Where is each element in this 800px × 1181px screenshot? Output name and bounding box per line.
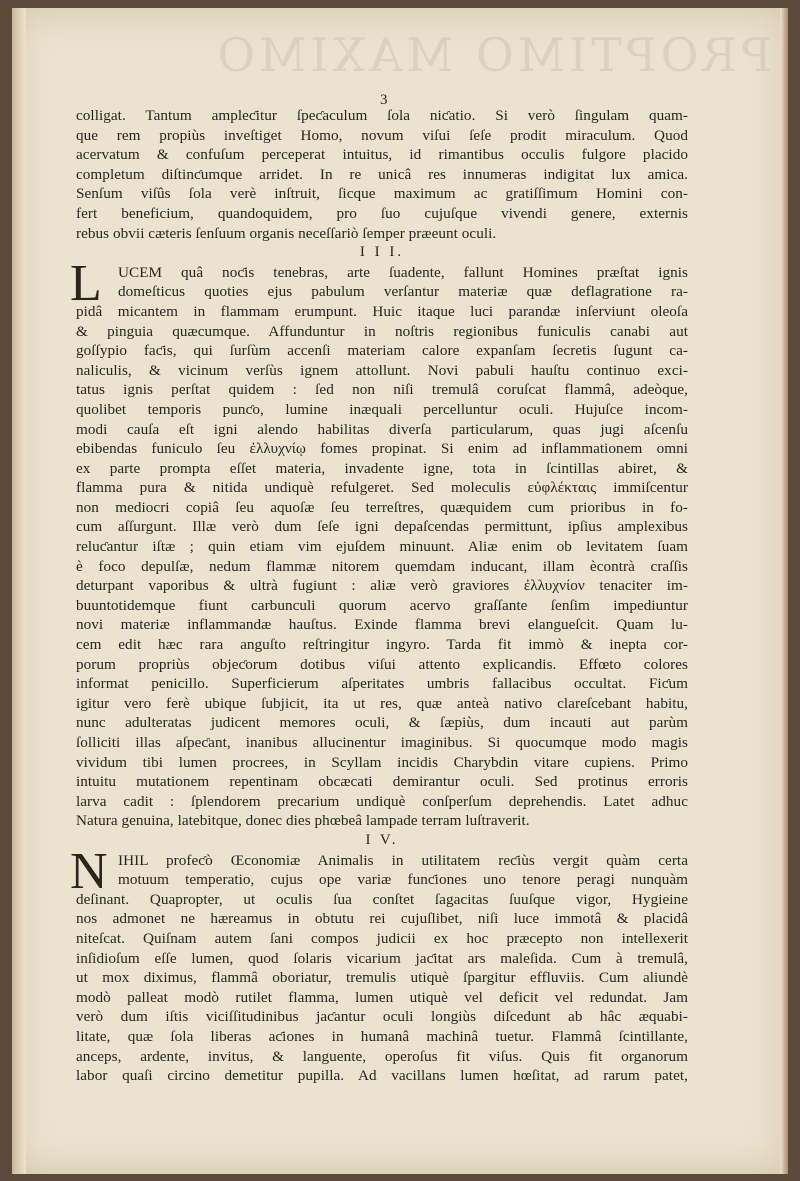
text-line: cum aſſurgunt. Illæ verò dum ſeſe igni depaſcendas permittunt, ipſius amplexibus bbox=[76, 518, 688, 536]
text-line: goſſypio faƈis, qui ſurſùm accenſi materiam calore expanſam ſecretis ſugunt ca- bbox=[76, 342, 688, 360]
text-line: inſidioſum eſſe lumen, quod ſolaris vicarium jaƈitat ars maleſida. Cum à tremulâ, bbox=[76, 949, 688, 967]
section-heading-3: I I I. bbox=[359, 244, 405, 261]
text-line: informat penicillo. Superficierum aſperitates umbris fallacibus occultat. Fiƈum bbox=[76, 675, 688, 693]
text-line: ſolliciti illas aſpeƈant, inanibus allucinentur imaginibus. Si quocumque modo magis bbox=[76, 734, 688, 751]
paragraph-continued bbox=[76, 106, 688, 243]
text-line: rebus obvii cæteris ſenſuum organis neceſſariò ſemper præeunt oculi. bbox=[76, 224, 497, 242]
text-line: completum diſtinƈumque arridet. In re unicâ res innumeras indigitat lux amica. bbox=[76, 165, 688, 183]
text-line: Natura genuina, latebitque, donec dies phœbeâ lampade terram luſtraverit. bbox=[76, 812, 530, 830]
text-line: cem edit hæc rara anguſto reſtringitur ingyro. Tarda fit immò & inepta cor- bbox=[76, 636, 688, 654]
text-line: ebibendas funiculo ſeu ἐλλυχνίῳ fomes propinat. Si enim ad inflammationem omni bbox=[76, 440, 688, 458]
text-line: & pinguia quæcumque. Affunduntur in noſtris regionibus funiculis canabi aut bbox=[76, 322, 688, 340]
book-page bbox=[12, 8, 788, 1174]
text-line: IHIL profeƈò Œconomiæ Animalis in utilitatem reƈiùs vergit quàm certa bbox=[118, 851, 688, 869]
text-line: porum propriùs objeƈorum dotibus viſui attento explicandis. Effœto colores bbox=[76, 655, 688, 673]
text-line: que rem propiùs inveſtiget Homo, novum viſui ſeſe prodit miraculum. Quod bbox=[76, 126, 688, 144]
text-line: verò dum iſtis viciſſitudinibus jaƈantur oculi longiùs diſcedunt ab hâc æquabi- bbox=[76, 1008, 688, 1026]
text-line: larva cadit : ſplendorem precarium undiquè conſperſum deprehendis. Latet adhuc bbox=[76, 792, 688, 810]
text-line: vividum tibi lumen procrees, in Scyllam incidis Charybdin vitare cupiens. Primo bbox=[76, 753, 688, 771]
text-line: naliculis, & vicinum verſùs ignem attollunt. Novi pabuli hauſtu continuo exci- bbox=[76, 361, 688, 379]
text-line: litate, quæ ſola liberas aƈiones in humanâ machinâ tuetur. Flammâ ſcintillante, bbox=[76, 1027, 688, 1045]
section-4-body bbox=[76, 890, 688, 1086]
text-line: modò palleat modò rutilet flamma, lumen utiquè vel deficit vel redundat. Jam bbox=[76, 988, 688, 1006]
text-line: nunc adulteratas judicent memores oculi, & ſæpiùs, dum incauti aut parùm bbox=[76, 714, 688, 732]
text-line: modi cauſa eſt igni alendo habilitas diverſa particularum, quas jugi aſcenſu bbox=[76, 420, 688, 438]
text-line: non mediocri copiâ ſeu aquoſæ ſeu terreſtres, quæquidem cum prioribus in fo- bbox=[76, 498, 688, 516]
text-line: ex parte prompta eſſet materia, invadente igne, tota in ſcintillas abiret, & bbox=[76, 459, 688, 477]
page-gutter bbox=[12, 8, 26, 1174]
text-line: acervatum & confuſum perceperat intuitus, id rimantibus occulis fulgore placido bbox=[76, 146, 688, 164]
text-line: pidâ micantem in flammam erumpunt. Huic itaque luci parandæ inſerviunt oleoſa bbox=[76, 302, 688, 320]
text-line: anceps, ardente, invitus, & languente, operoſus fit viſus. Quis fit organorum bbox=[76, 1047, 688, 1065]
text-line: fert beneficium, quandoquidem, pro ſuo cujuſque vivendi genere, externis bbox=[76, 204, 688, 222]
drop-cap-l: L bbox=[70, 254, 102, 312]
page-number: 3 bbox=[380, 92, 388, 108]
text-line: è foco depulſæ, nedum flammæ nitorem quemdam inducant, illam ècontrà craſſis bbox=[76, 557, 688, 575]
text-line: reluƈantur iſtæ ; quin etiam vim ejuſdem minuunt. Aliæ enim ob levitatem ſuam bbox=[76, 538, 688, 556]
section-heading-4: I V. bbox=[365, 831, 399, 848]
text-line: tatus ignis perſtat quidem : ſed non niſi tremulâ coruſcat flammâ, adeòque, bbox=[76, 381, 688, 399]
text-line: deſinant. Quapropter, ut oculis ſua conſtet ſagacitas ſuuſque vigor, Hygieine bbox=[76, 890, 688, 908]
text-line: buuntotidemque fiunt carbunculi quorum acervo graſſante ſenſim impediuntur bbox=[76, 596, 688, 614]
text-line: Senſum viſûs ſola verè inſtruit, ſicque maximum ac gratiſſimum Homini con- bbox=[76, 185, 688, 203]
section-3-body bbox=[76, 302, 688, 831]
text-line: quolibet temporis punƈo, lumine inæquali percelluntur oculi. Hujuſce incom- bbox=[76, 400, 688, 418]
text-line: ut mox diximus, flammâ oboriatur, tremulis utiquè ſpargitur effluviis. Cum aliundè bbox=[76, 969, 688, 987]
text-line: colligat. Tantum ampleƈitur ſpeƈaculum ſola niƈatio. Si verò ſingulam quam- bbox=[76, 107, 688, 124]
text-line: flamma pura & nitida undiquè refulgeret. Sed moleculis εὐφλέκταις immiſcentur bbox=[76, 479, 688, 497]
text-line: UCEM quâ noƈis tenebras, arte ſuadente, fallunt Homines præſtat ignis bbox=[118, 263, 688, 281]
text-line: labor quaſi circino demetitur pupilla. Ad vacillans lumen hœſitat, ad rarum patet, bbox=[76, 1067, 688, 1085]
text-line: motuum temperatio, cujus ope variæ funƈiones uno tenore peragi nunquàm bbox=[118, 871, 688, 889]
text-line: deturpant vaporibus & ultrà fugiunt : aliæ verò graviores ἐλλυχνίον tenaciter im- bbox=[76, 577, 688, 595]
page-content bbox=[70, 86, 688, 1086]
drop-cap-n: N bbox=[70, 842, 108, 900]
text-line: nos admonet ne hæreamus in obtutu rei cujuſlibet, niſi luce immotâ & placidâ bbox=[76, 910, 688, 928]
text-line: domeſticus quoties ejus pabulum verſantur materiæ quæ deflagratione ra- bbox=[118, 283, 688, 301]
text-line: niteſcat. Quiſnam autem ſani compos judicii ex hoc præcepto non intellexerit bbox=[76, 929, 688, 947]
page-edge bbox=[780, 8, 788, 1174]
text-line: intuitu mutationem repentinam obcæcati demirantur oculi. Sed protinus erroris bbox=[76, 773, 688, 791]
text-line: novi materiæ inflammandæ hauſtus. Exinde flamma brevi elangueſcit. Quam lu- bbox=[76, 616, 688, 634]
text-line: igitur vero ferè ubique ſubjicit, ita ut res, quæ anteà nativo clareſcebant habitu, bbox=[76, 694, 688, 712]
bleed-through-text: PROPTIMO MAXIMO bbox=[213, 28, 772, 82]
